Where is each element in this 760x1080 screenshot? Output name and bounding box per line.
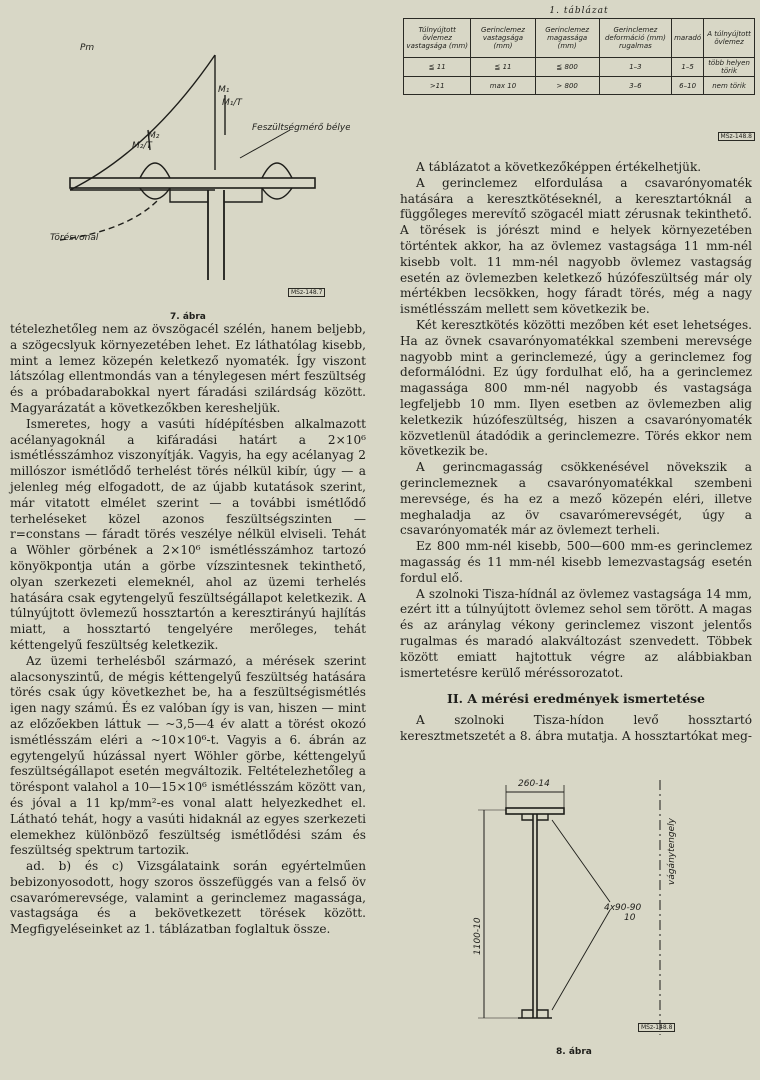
table-header: Túlnyújtott övlemez vastagsága (mm) bbox=[404, 19, 471, 58]
table-stamp: MSz-148.8 bbox=[718, 132, 755, 141]
table-cell: ≦ 800 bbox=[535, 58, 599, 77]
table-header: Gerinclemez magassága (mm) bbox=[535, 19, 599, 58]
table-header: maradó bbox=[672, 19, 704, 58]
table-cell: 6–10 bbox=[672, 77, 704, 95]
table-cell: 1–5 bbox=[672, 58, 704, 77]
fig7-label-crack: Törésvonal bbox=[50, 233, 99, 243]
table-header: Gerinclemez vastagsága (mm) bbox=[471, 19, 535, 58]
table-1-title: 1. táblázat bbox=[549, 6, 609, 16]
figure-7-drawing bbox=[40, 30, 350, 310]
figure-7-caption: 7. ábra bbox=[170, 312, 206, 322]
paragraph: A szolnoki Tisza-hídnál az övlemez vastagsága 14 mm, ezért itt a túlnyújtott övlemez sehol sem törött. A magas és az aránylag vékony gerinclemez viszont jelentős rugalmas és maradó alakváltozást szenvedett. Többek között emiatt hajtottuk végre az alábbiakban ismertetésre kerülő méréssorozatot. bbox=[400, 586, 752, 680]
table-header: Gerinclemez deformáció (mm) rugalmas bbox=[599, 19, 671, 58]
figure-8 bbox=[460, 770, 720, 1045]
fig7-label-m2t: M₂/T bbox=[132, 141, 152, 151]
fig7-label-pm: Pm bbox=[80, 43, 95, 53]
table-cell: max 10 bbox=[471, 77, 535, 95]
table-1 bbox=[403, 6, 755, 140]
fig8-label-web: 1100-10 bbox=[473, 917, 483, 955]
figure-8-drawing bbox=[460, 770, 720, 1045]
figure-8-caption: 8. ábra bbox=[556, 1047, 592, 1057]
section-heading: II. A mérési eredmények ismertetése bbox=[446, 691, 706, 707]
fig8-label-angles: 4x90-90 bbox=[604, 903, 642, 913]
paragraph: Ez 800 mm-nél kisebb, 500—600 mm-es gerinclemez magasság és 11 mm-nél kisebb lemezvastagság esetén fordul elő. bbox=[400, 539, 752, 585]
table-cell: több helyen törik bbox=[704, 58, 755, 77]
figure-7 bbox=[40, 30, 350, 310]
left-text-column bbox=[10, 322, 366, 938]
paragraph: Két keresztkötés közötti mezőben két eset lehetséges. Ha az övnek csavarónyomatékkal szembeni merevsége nagyobb mint a gerinclemezé, úgy a gerinclemez fog deformálódni. Ez úgy fordulhat elő, ha a gerinclemez magassága 800 mm-nél nagyobb és vastagsága legfeljebb 10 mm. Ilyen esetben az övlemezben alig keletkezik húzófeszültség, hiszen a csavarónyomaték közvetlenül átadódik a gerinclemezre. Törés ekkor nem következik be. bbox=[400, 317, 752, 459]
table-cell: ≦ 11 bbox=[471, 58, 535, 77]
table-row bbox=[404, 58, 755, 77]
table-cell: 1–3 bbox=[599, 58, 671, 77]
fig7-stamp: MSz-148.7 bbox=[288, 288, 325, 297]
table-1-grid bbox=[403, 18, 755, 95]
fig7-label-m1t: M₁/T bbox=[222, 98, 242, 108]
fig8-label-flange: 260-14 bbox=[518, 779, 550, 789]
table-row bbox=[404, 77, 755, 95]
paragraph: ad. b) és c) Vizsgálataink során egyértelműen bebizonyosodott, hogy szoros összefüggés van a felső öv csavarómerevsége, valamint a gerinclemez magassága, vastagsága és a bekövetkezett törések között. Megfigyeléseinket az 1. táblázatban foglaltuk össze. bbox=[10, 859, 366, 937]
paragraph: A szolnoki Tisza-hídon levő hossztartó keresztmetszetét a 8. ábra mutatja. A hossztartókat meg- bbox=[400, 713, 752, 743]
table-cell: > 800 bbox=[535, 77, 599, 95]
paragraph: tételezhetőleg nem az övszögacél szélén, hanem beljebb, a szögecslyuk környezetében lehet. Ez láthatólag kisebb, mint a lemez közepén keletkező nyomaték. Így viszont látszólag ellentmondás van a ténylegesen mért feszültség és a próbadarabokkal nyert fáradási szilárdság között. Magyarázatát a következőkben keresheljük. bbox=[10, 322, 366, 415]
table-cell: 3–6 bbox=[599, 77, 671, 95]
table-cell: ≦ 11 bbox=[404, 58, 471, 77]
paragraph: Ismeretes, hogy a vasúti hídépítésben alkalmazott acélanyagoknál a kifáradási határt a 2×10⁶ ismétlésszámhoz viszonyítják. Vagyis, ha egy acélanyag 2 millószor ismétlődő terhelést törés nélkül kibír, úgy — a jelenleg még elfogadott, de az újabb kutatások szerint, már vitatott elmélet szerint — a további ismétlődő terheléseket közel azonos feszültségszinten — r=constans — fáradt törés veszélye nélkül elviseli. Tehát a Wöhler görbének a 2×10⁶ ismétlésszámhoz tartozó könyökpontja után a görbe vízszintesnek tekinthető, olyan szerkezeti elemeknél, ahol az üzemi terhelés hatására csak egytengelyű feszültségállapot keletkezik. A túlnyújtott övlemezű hossztartón a keresztirányú hajlítás miatt, a hossztartó tengelyére merőleges, tehát kéttengelyű feszültség keletkezik. bbox=[10, 416, 366, 652]
right-text-column bbox=[400, 160, 752, 745]
fig8-label-axis: vágánytengely bbox=[667, 818, 677, 885]
fig7-label-m1: M₁ bbox=[218, 85, 230, 95]
table-header: A túlnyújtott övlemez bbox=[704, 19, 755, 58]
fig8-label-angles-sub: 10 bbox=[624, 913, 636, 923]
paragraph: Az üzemi terhelésből származó, a mérések szerint alacsonyszintű, de mégis kéttengelyű feszültség hatására törés csak úgy következhet be, ha a feszültségismétlés igen nagy számú. És ez valóban így is van, hiszen — mint az előzőekben láttuk — ~3,5—4 év alatt a törést okozó ismétlésszám eléri a ~10×10⁶-t. Vagyis a 6. ábrán az egytengelyű húzással nyert Wöhler görbe, kéttengelyű feszültségállapot esetén megváltozik. Feltételezhetőleg a töréspont valahol a 10—15×10⁶ ismétlésszám között van, és jóval a 11 kp/mm²-es vonal alatt helyezkedhet el. Látható tehát, hogy a vasúti hidaknál az egyes szerkezeti elemekhez különböző feszültség ismétlődési szám és feszültség spektrum tartozik. bbox=[10, 653, 366, 858]
fig7-label-m2: M₂ bbox=[148, 131, 160, 141]
table-header-row bbox=[404, 19, 755, 58]
table-cell: nem törik bbox=[704, 77, 755, 95]
paragraph: A táblázatot a következőképpen értékelhetjük. bbox=[416, 160, 702, 174]
table-cell: >11 bbox=[404, 77, 471, 95]
paragraph: A gerincmagasság csökkenésével növekszik a gerinclemeznek a csavarónyomatékkal szembeni merevsége, és ha ez a mező közepén eléri, illetve meghaladja az öv csavarómerevségét, úgy a csavarónyomaték már az övlemezt terheli. bbox=[400, 460, 752, 538]
fig8-stamp: MSz-148.8 bbox=[638, 1023, 675, 1032]
fig7-label-gauge: Feszültségmérő bélyeg bbox=[252, 123, 350, 133]
paragraph: A gerinclemez elfordulása a csavarónyomaték hatására a keresztkötéseknél, a keresztartóknál a függőleges merevítő szögacél miatt zérusnak tekinthető. A törések is jórészt mind e helyek környezetében történtek akkor, ha az övlemez vastagsága 11 mm-nél kisebb volt. 11 mm-nél nagyobb övlemez vastagság esetén az övlemezben keletkező húzófeszültség már oly mértékben lecsökken, hogy fáradt törés, még a nagy ismétlésszám mellett sem következik be. bbox=[400, 175, 752, 317]
